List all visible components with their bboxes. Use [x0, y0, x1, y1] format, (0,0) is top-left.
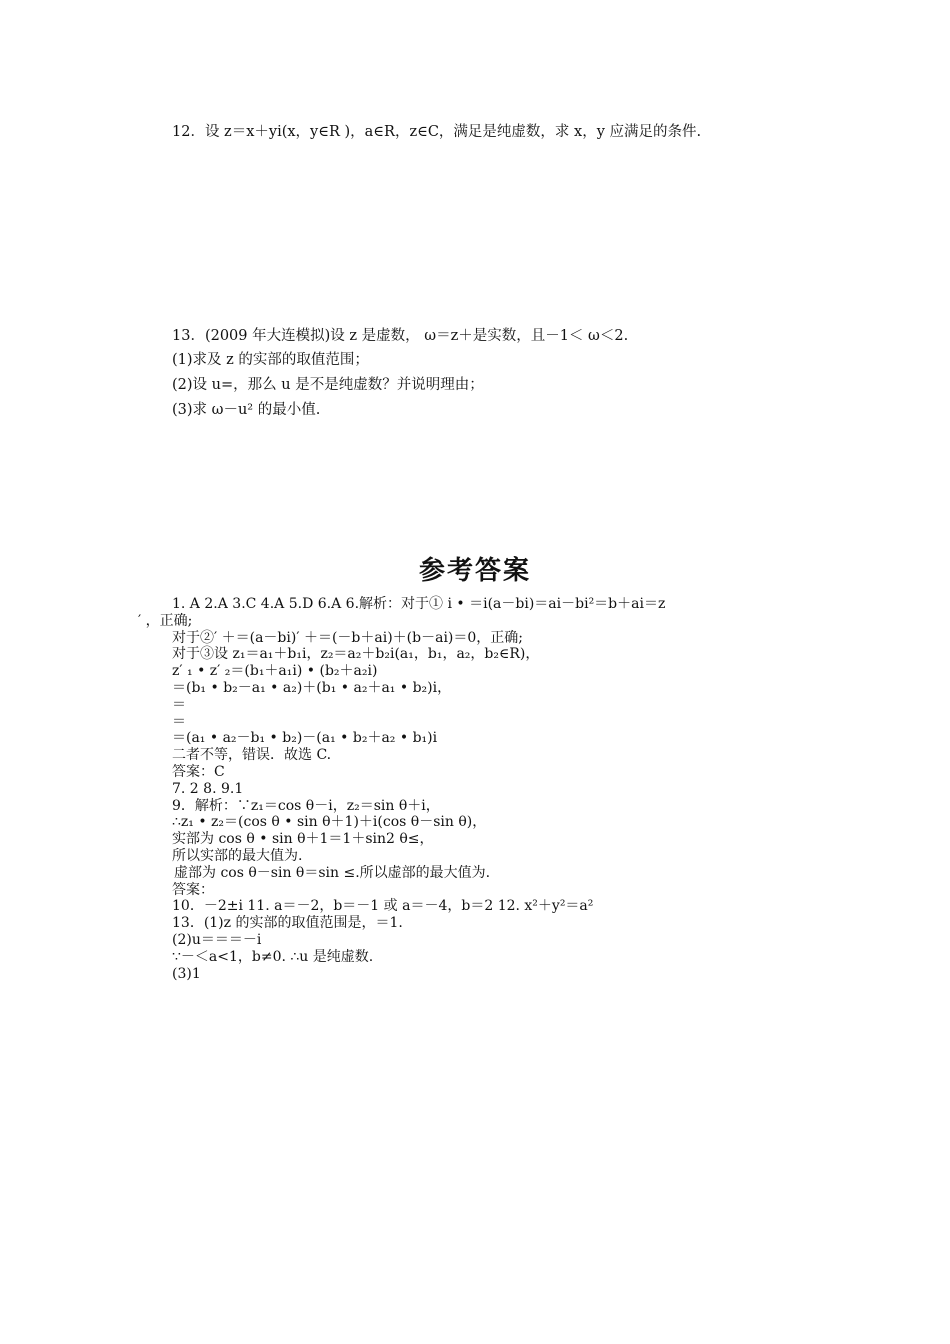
answer-line: ＝(a₁ • a₂－b₁ • b₂)－(a₁ • b₂＋a₂ • b₁)i [172, 730, 438, 747]
answer-line: ＝(b₁ • b₂－a₁ • a₂)＋(b₁ • a₂＋a₁ • b₂)i， [172, 679, 452, 696]
answer-line: ＝ [172, 696, 186, 713]
answer-line: 对于②′ ＋＝(a－bi)′ ＋＝(－b＋ai)＋(b－ai)＝0，正确; [172, 629, 524, 646]
answer-block [138, 596, 872, 982]
answer-line: 对于③设 z₁＝a₁＋b₁i，z₂＝a₂＋b₂i(a₁，b₁，a₂，b₂∈R)， [172, 646, 540, 663]
answer-line: ∵－＜a<1，b≠0. ∴u 是纯虚数. [172, 948, 374, 965]
answer-line: 实部为 cos θ • sin θ＋1＝1＋sin2 θ≤， [172, 831, 434, 848]
question-12: 12．设 z＝x＋yi(x，y∈R )，a∈R，z∈C，满足是纯虚数，求 x，y 应满足的条件. [172, 124, 702, 140]
answer-line: (2)u＝＝＝－i [172, 931, 262, 948]
answer-line: 1. A 2.A 3.C 4.A 5.D 6.A 6.解析：对于① i • ＝i(a－bi)＝ai－bi²＝b＋ai＝z [172, 596, 666, 612]
answer-line: 答案：C [172, 763, 225, 780]
answer-line: z′ ₁ • z′ ₂＝(b₁＋a₁i) • (b₂＋a₂i) [172, 663, 378, 680]
answer-line: ∴z₁ • z₂＝(cos θ • sin θ＋1)＋i(cos θ－sin θ)， [172, 814, 487, 831]
answer-line: ＝ [172, 713, 186, 730]
question-13-part-3: (3)求 ω－u² 的最小值. [172, 402, 321, 418]
question-13-part-2: (2)设 u=，那么 u 是不是纯虚数？并说明理由； [172, 377, 484, 393]
answer-line: 二者不等，错误．故选 C. [172, 747, 332, 764]
answer-line: ′ ，正确; [138, 612, 193, 629]
answer-line: 所以实部的最大值为. [172, 847, 303, 864]
answer-line: 虚部为 cos θ－sin θ＝sin ≤.所以虚部的最大值为. [174, 864, 491, 881]
question-13: 13．(2009 年大连模拟)设 z 是虚数， ω＝z＋是实数，且－1＜ ω＜2. [172, 328, 629, 344]
answer-line: 9．解析：∵z₁＝cos θ－i，z₂＝sin θ＋i， [172, 797, 440, 814]
answer-title: 参考答案 [418, 556, 531, 586]
answer-line: 13．(1)z 的实部的取值范围是，＝1. [172, 915, 403, 932]
answer-line: (3)1 [172, 965, 201, 982]
answer-line: 7. 2 8. 9.1 [172, 780, 244, 797]
answer-line: 答案： [172, 881, 214, 898]
answer-line: 10．－2±i 11. a＝－2，b＝－1 或 a＝－4，b＝2 12. x²＋y²＝a² [172, 898, 594, 915]
question-13-part-1: (1)求及 z 的实部的取值范围； [172, 352, 369, 368]
